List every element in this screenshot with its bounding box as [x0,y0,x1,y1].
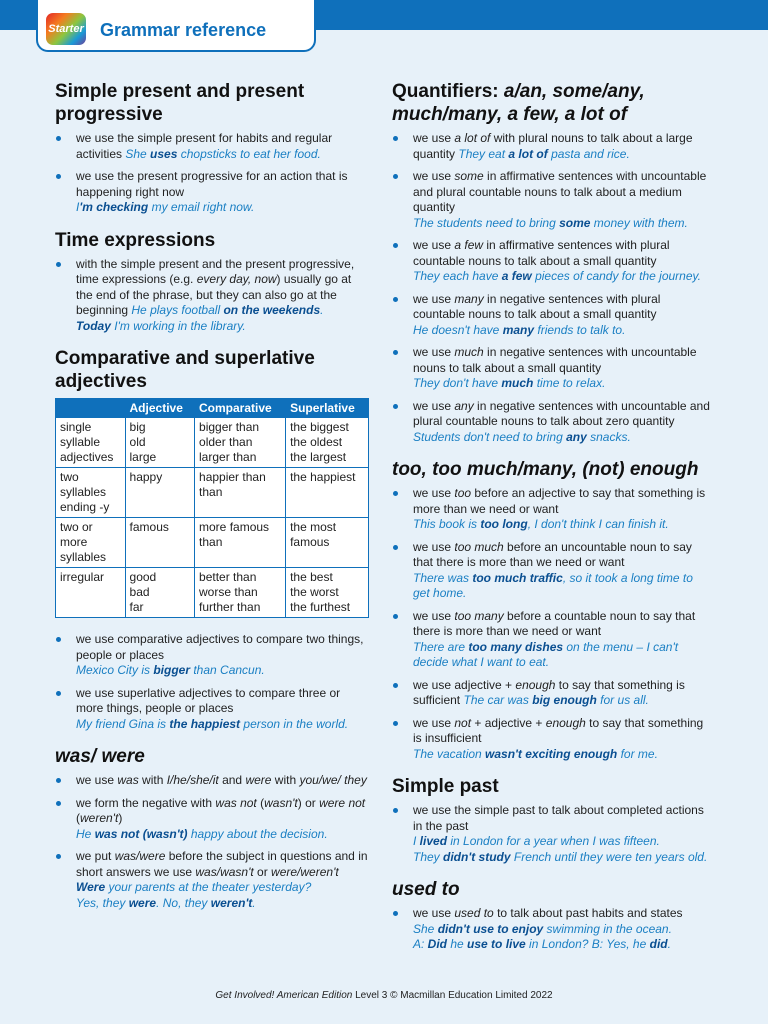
list-item: we use the present progressive for an action that is happening right now I'm checking my email right now. [55,169,370,216]
list-used-to [392,906,712,953]
list-item: we use some in affirmative sentences with uncountable and plural countable nouns to talk about a medium quantity The students need to bring some money with them. [392,169,712,231]
list-item: we use the simple present for habits and regular activities She uses chopsticks to eat her food. [55,131,370,162]
table-row: two or more syllables famous more famous than the most famous [56,518,369,568]
list-time-expressions [55,257,370,335]
header-tab [36,0,316,52]
table-header: Superlative [286,399,369,418]
page-title: Grammar reference [100,20,267,40]
table-header: Adjective [125,399,195,418]
list-too-enough [392,486,712,762]
list-item: we use superlative adjectives to compare three or more things, people or places My friend Gina is the happiest person in the world. [55,686,370,733]
list-item: we form the negative with was not (wasn't) or were not (weren't) He was not (wasn't) happy about the decision. [55,796,370,843]
list-item: we use adjective + enough to say that something is sufficient The car was big enough for us all. [392,678,712,709]
table-header-blank [56,399,126,418]
list-item: we use many in negative sentences with plural countable nouns to talk about a small quantity He doesn't have many friends to talk to. [392,292,712,339]
list-item: we use too much before an uncountable noun to say that there is more than we need or want There was too much traffic, so it took a long time to get home. [392,540,712,602]
list-item: we use too before an adjective to say that something is more than we need or want This book is too long, I don't think I can finish it. [392,486,712,533]
heading-quantifiers: Quantifiers: a/an, some/any, much/many, a few, a lot of [392,81,645,125]
table-row: irregular good bad far better than worse than further than the best the worst the furthest [56,568,369,618]
heading-used-to: used to [392,879,460,900]
heading-was-were: was/ were [55,746,145,767]
list-item: we use was with I/he/she/it and were with you/we/ they [55,773,370,789]
list-item: with the simple present and the present progressive, time expressions (e.g. every day, now) usually go at the end of the phrase, but they can also go at the beginning He plays football on the weekends. Today I'm working in the library. [55,257,370,335]
left-column [55,80,370,924]
table-row: single syllable adjectives big old large bigger than older than larger than the biggest the oldest the largest [56,418,369,468]
table-header: Comparative [195,399,286,418]
list-simple-present [55,131,370,216]
list-was-were [55,773,370,911]
list-item: we use the simple past to talk about completed actions in the past I lived in London for a year when I was fifteen. They didn't study French until they were ten years old. [392,803,712,865]
heading-too-enough: too, too much/many, (not) enough [392,459,699,480]
footer: Get Involved! American Edition Level 3 © Macmillan Education Limited 2022 [215,990,553,1001]
list-item: we use used to to talk about past habits and states She didn't use to enjoy swimming in the ocean. A: Did he use to live in London? B: Yes, he did. [392,906,712,953]
list-comparative [55,632,370,732]
heading-comparative: Comparative and superlative adjectives [55,348,315,392]
list-item: we use any in negative sentences with uncountable and plural countable nouns to talk about zero quantity Students don't need to bring any snacks. [392,399,712,446]
list-simple-past [392,803,712,865]
right-column [392,80,712,966]
heading-simple-past: Simple past [392,776,499,797]
list-item: we put was/were before the subject in questions and in short answers we use was/wasn't or were/weren't Were your parents at the theater yesterday? Yes, they were. No, they weren't. [55,849,370,911]
list-item: we use a few in affirmative sentences with plural countable nouns to talk about a small quantity They each have a few pieces of candy for the journey. [392,238,712,285]
starter-logo: Starter [46,13,86,45]
heading-time-expressions: Time expressions [55,229,216,251]
table-row: two syllables ending -y happy happier than than the happiest [56,468,369,518]
heading-simple-present: Simple present and present progressive [55,81,305,125]
list-item: we use comparative adjectives to compare two things, people or places Mexico City is bigger than Cancun. [55,632,370,679]
list-item: we use too many before a countable noun to say that there is more than we need or want There are too many dishes on the menu – I can't decide what I want to eat. [392,609,712,671]
list-item: we use much in negative sentences with uncountable nouns to talk about a small quantity They don't have much time to relax. [392,345,712,392]
adjectives-table [55,398,369,618]
list-item: we use a lot of with plural nouns to talk about a large quantity They eat a lot of pasta and rice. [392,131,712,162]
list-item: we use not + adjective + enough to say that something is insufficient The vacation wasn't exciting enough for me. [392,716,712,763]
list-quantifiers [392,131,712,445]
